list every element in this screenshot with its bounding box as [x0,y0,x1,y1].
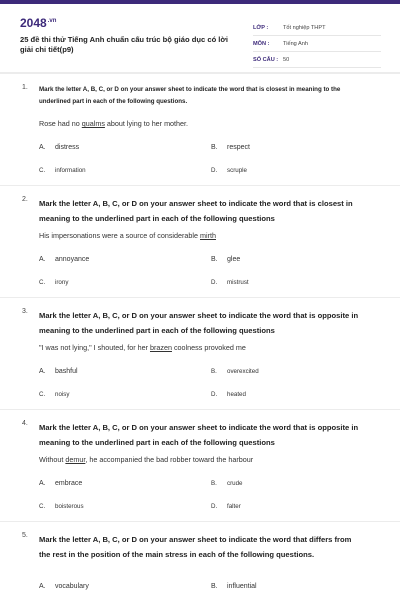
option-d[interactable]: D. scruple [211,167,247,174]
question-number: 3. [22,308,28,315]
question-instruction: Mark the letter A, B, C, or D on your answer sheet to indicate the word that is opposite in meaning to the underlined part in each of the following questions [39,423,359,447]
question-5 [0,522,400,604]
meta-value: Tiếng Anh [283,40,308,47]
option-b[interactable]: B. overexcited [211,368,259,375]
meta-row-class [253,20,381,36]
question-sentence: Rose had no qualms about lying to her mother. [39,119,189,128]
option-a[interactable]: A. vocabulary [39,583,89,590]
question-number: 4. [22,420,28,427]
page-header [0,4,400,70]
meta-key: LỚP : [253,24,269,31]
question-instruction: Mark the letter A, B, C, or D on your answer sheet to indicate the word that is closest in meaning to the underlined part in each of the following questions [39,199,353,223]
exam-title: 25 đề thi thử Tiếng Anh chuẩn cấu trúc bộ giáo dục có lời giải chi tiết(p9) [20,35,228,54]
site-logo[interactable]: $2048^{.vn}$ [20,16,57,30]
meta-value: Tốt nghiệp THPT [283,24,326,31]
underlined-word: qualms [81,119,105,128]
question-number: 1. [22,84,28,91]
underlined-word: mirth [200,231,216,240]
option-b[interactable]: B. influential [211,583,257,590]
option-a[interactable]: A. bashful [39,368,78,375]
option-b[interactable]: B. respect [211,144,250,151]
meta-key: SỐ CÂU : [253,56,279,63]
question-sentence: "I was not lying," I shouted, for her brazen coolness provoked me [39,343,246,352]
question-4 [0,410,400,522]
meta-row-count [253,52,381,68]
option-a[interactable]: A. annoyance [39,256,90,263]
option-d[interactable]: D. falter [211,503,241,510]
option-c[interactable]: C. irony [39,279,69,286]
question-number: 5. [22,532,28,539]
question-instruction: Mark the letter A, B, C, or D on your answer sheet to indicate the word that differs from the rest in the position of the main stress in each of the following questions. [39,535,352,559]
option-a[interactable]: A. embrace [39,480,83,487]
option-c[interactable]: C. noisy [39,391,70,398]
question-sentence: Without demur, he accompanied the bad robber toward the harbour [39,455,254,464]
question-instruction: Mark the letter A, B, C, or D on your answer sheet to indicate the word that is closest in meaning to the underlined part in each of the following questions. [39,86,341,105]
meta-value: 50 [283,56,290,63]
option-c[interactable]: C. information [39,167,86,174]
option-c[interactable]: C. boisterous [39,503,84,510]
option-d[interactable]: D. mistrust [211,279,249,286]
underlined-word: demur [65,455,86,464]
question-number: 2. [22,196,28,203]
question-sentence: His impersonations were a source of considerable mirth [39,231,216,240]
meta-row-subject [253,36,381,52]
meta-key: MÔN : [253,40,270,47]
underlined-word: brazen [149,343,172,352]
option-b[interactable]: B. glee [211,256,241,263]
exam-meta [253,20,381,68]
question-instruction: Mark the letter A, B, C, or D on your answer sheet to indicate the word that is opposite in meaning to the underlined part in each of the following questions [39,311,359,335]
question-2 [0,186,400,298]
option-d[interactable]: D. heated [211,391,246,398]
question-3 [0,298,400,410]
option-a[interactable]: A. distress [39,144,80,151]
option-b[interactable]: B. crude [211,480,243,487]
question-1 [0,74,400,186]
question-list [0,74,400,604]
